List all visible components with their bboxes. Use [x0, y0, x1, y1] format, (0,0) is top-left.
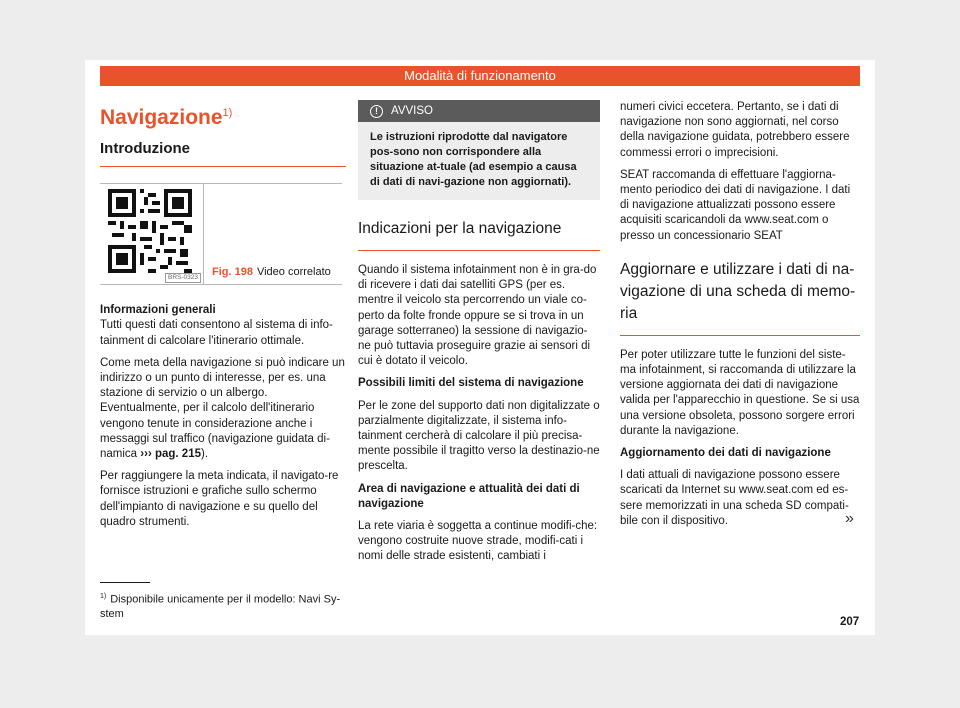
subheading-area: Area di navigazione e attualità dei dati di navigazione	[358, 482, 580, 510]
qr-code-frame[interactable]	[103, 184, 204, 284]
footnote-marker: 1)	[100, 593, 107, 600]
paragraph-funzioni: Per poter utilizzare tutte le funzioni del siste-ma infotainment, si raccomanda di utilizzare la versione aggiornata dei dati di navigazione valida per l'apparecchio in questione. Se si usa una versione obsoleta, possono sorgere errori durante la navigazione.	[620, 348, 860, 437]
page-title-text: Navigazione	[100, 106, 223, 129]
subheading-aggiornamento: Aggiornamento dei dati di navigazione	[620, 447, 831, 460]
warning-title: AVVISO	[391, 105, 433, 117]
figure-code-badge: BRS-0323	[165, 273, 201, 283]
paragraph-text-b: per es. una stazione di servizio o un albergo. Eventualmente, per il calcolo dell'itinerario vengono tenute in considerazione anche i messaggi sul traffico (navigazione guidata di-namica	[100, 372, 330, 461]
section-heading-indicazioni: Indicazioni per la navigazione	[358, 218, 600, 251]
footnote	[100, 590, 346, 621]
section-heading-aggiornare: Aggiornare e utilizzare i dati di na-vigazione di una scheda di memo-ria	[620, 259, 860, 336]
paragraph-istruzioni: Per raggiungere la meta indicata, il navigato-re fornisce istruzioni e grafiche sullo schermo dell'impianto di navigazione e su quello del quadro strumenti.	[100, 470, 339, 528]
warning-text: Le istruzioni riprodotte dal navigatore pos-sono non corrispondere alla situazione at-tuale (ad esempio a causa di dati di navi-gazione non aggiornati).	[370, 131, 577, 188]
paragraph-meta	[100, 356, 346, 462]
column-1	[100, 100, 346, 537]
column-2	[358, 100, 600, 565]
paragraph-informazioni	[100, 303, 346, 349]
chapter-header: Modalità di funzionamento	[100, 66, 860, 86]
footnote-divider	[100, 582, 150, 583]
figure-caption	[212, 265, 331, 280]
paragraph-download: I dati attuali di navigazione possono essere scaricati da Internet su www.seat.com ed es-sere memorizzati in una scheda SD compati-bile con il dispositivo.	[620, 469, 849, 527]
subheading-limiti: Possibili limiti del sistema di navigazione	[358, 377, 584, 390]
column-3	[620, 100, 860, 536]
paragraph-rete-viaria: La rete viaria è soggetta a continue modifi-che: vengono costruite nuove strade, modifi-cati i nomi delle strade esistenti, cambiati i	[358, 520, 598, 563]
paragraph-numeri-civici: numeri civici eccetera. Pertanto, se i dati di navigazione non sono aggiornati, nel corso della navigazione guidata, potrebbero essere commessi errori o imprecisioni.	[620, 101, 850, 159]
paragraph-gps: Quando il sistema infotainment non è in gra-do di ricevere i dati dai satelliti GPS (per es. mentre il veicolo sta percorrendo un viale co-perto da folte fronde oppure se si trova in un garage sotterraneo) la sessione di navigazio-ne può tuttavia proseguire grazie ai sensori di cui è dotato il veicolo.	[358, 264, 597, 368]
paragraph-seat-raccomanda: SEAT raccomanda di effettuare l'aggiorna-mento periodico dei dati di navigazione. I dati di navigazione attualizzati possono essere acquisiti scaricandoli da www.seat.com o presso un concessionario SEAT	[620, 168, 851, 242]
page-reference-link[interactable]: ››› pag. 215	[140, 448, 201, 461]
page-title	[100, 100, 346, 131]
warning-icon: !	[370, 105, 383, 118]
paragraph-limiti: Per le zone del supporto dati non digitalizzate o parzialmente digitalizzate, il sistema info-tainment cercherà di calcolare il più precisa-mente possibile il tragitto verso la destinazio-ne prescelta.	[358, 399, 600, 473]
figure-label: Fig. 198	[212, 266, 253, 278]
figure-198	[100, 183, 342, 285]
warning-box	[358, 100, 600, 200]
footnote-text: Disponibile unicamente per il modello: Navi Sy-stem	[100, 593, 341, 620]
title-footnote-ref: 1)	[222, 107, 233, 119]
section-heading-introduzione: Introduzione	[100, 141, 346, 167]
warning-header	[358, 100, 600, 122]
paragraph-text: Tutti questi dati consentono al sistema di info-tainment di calcolare l'itinerario ottimale.	[100, 319, 333, 347]
qr-code-icon	[108, 189, 192, 273]
paragraph-text-c: ).	[201, 448, 209, 461]
paragraph-heading: Informazioni generali	[100, 304, 216, 317]
page-number: 207	[840, 616, 860, 628]
paragraph-text-a: Come meta della navigazione si può indicare un indirizzo o un punto di interesse,	[100, 356, 345, 385]
continue-marker-icon: »	[845, 510, 854, 527]
figure-caption-text: Video correlato	[256, 266, 331, 278]
